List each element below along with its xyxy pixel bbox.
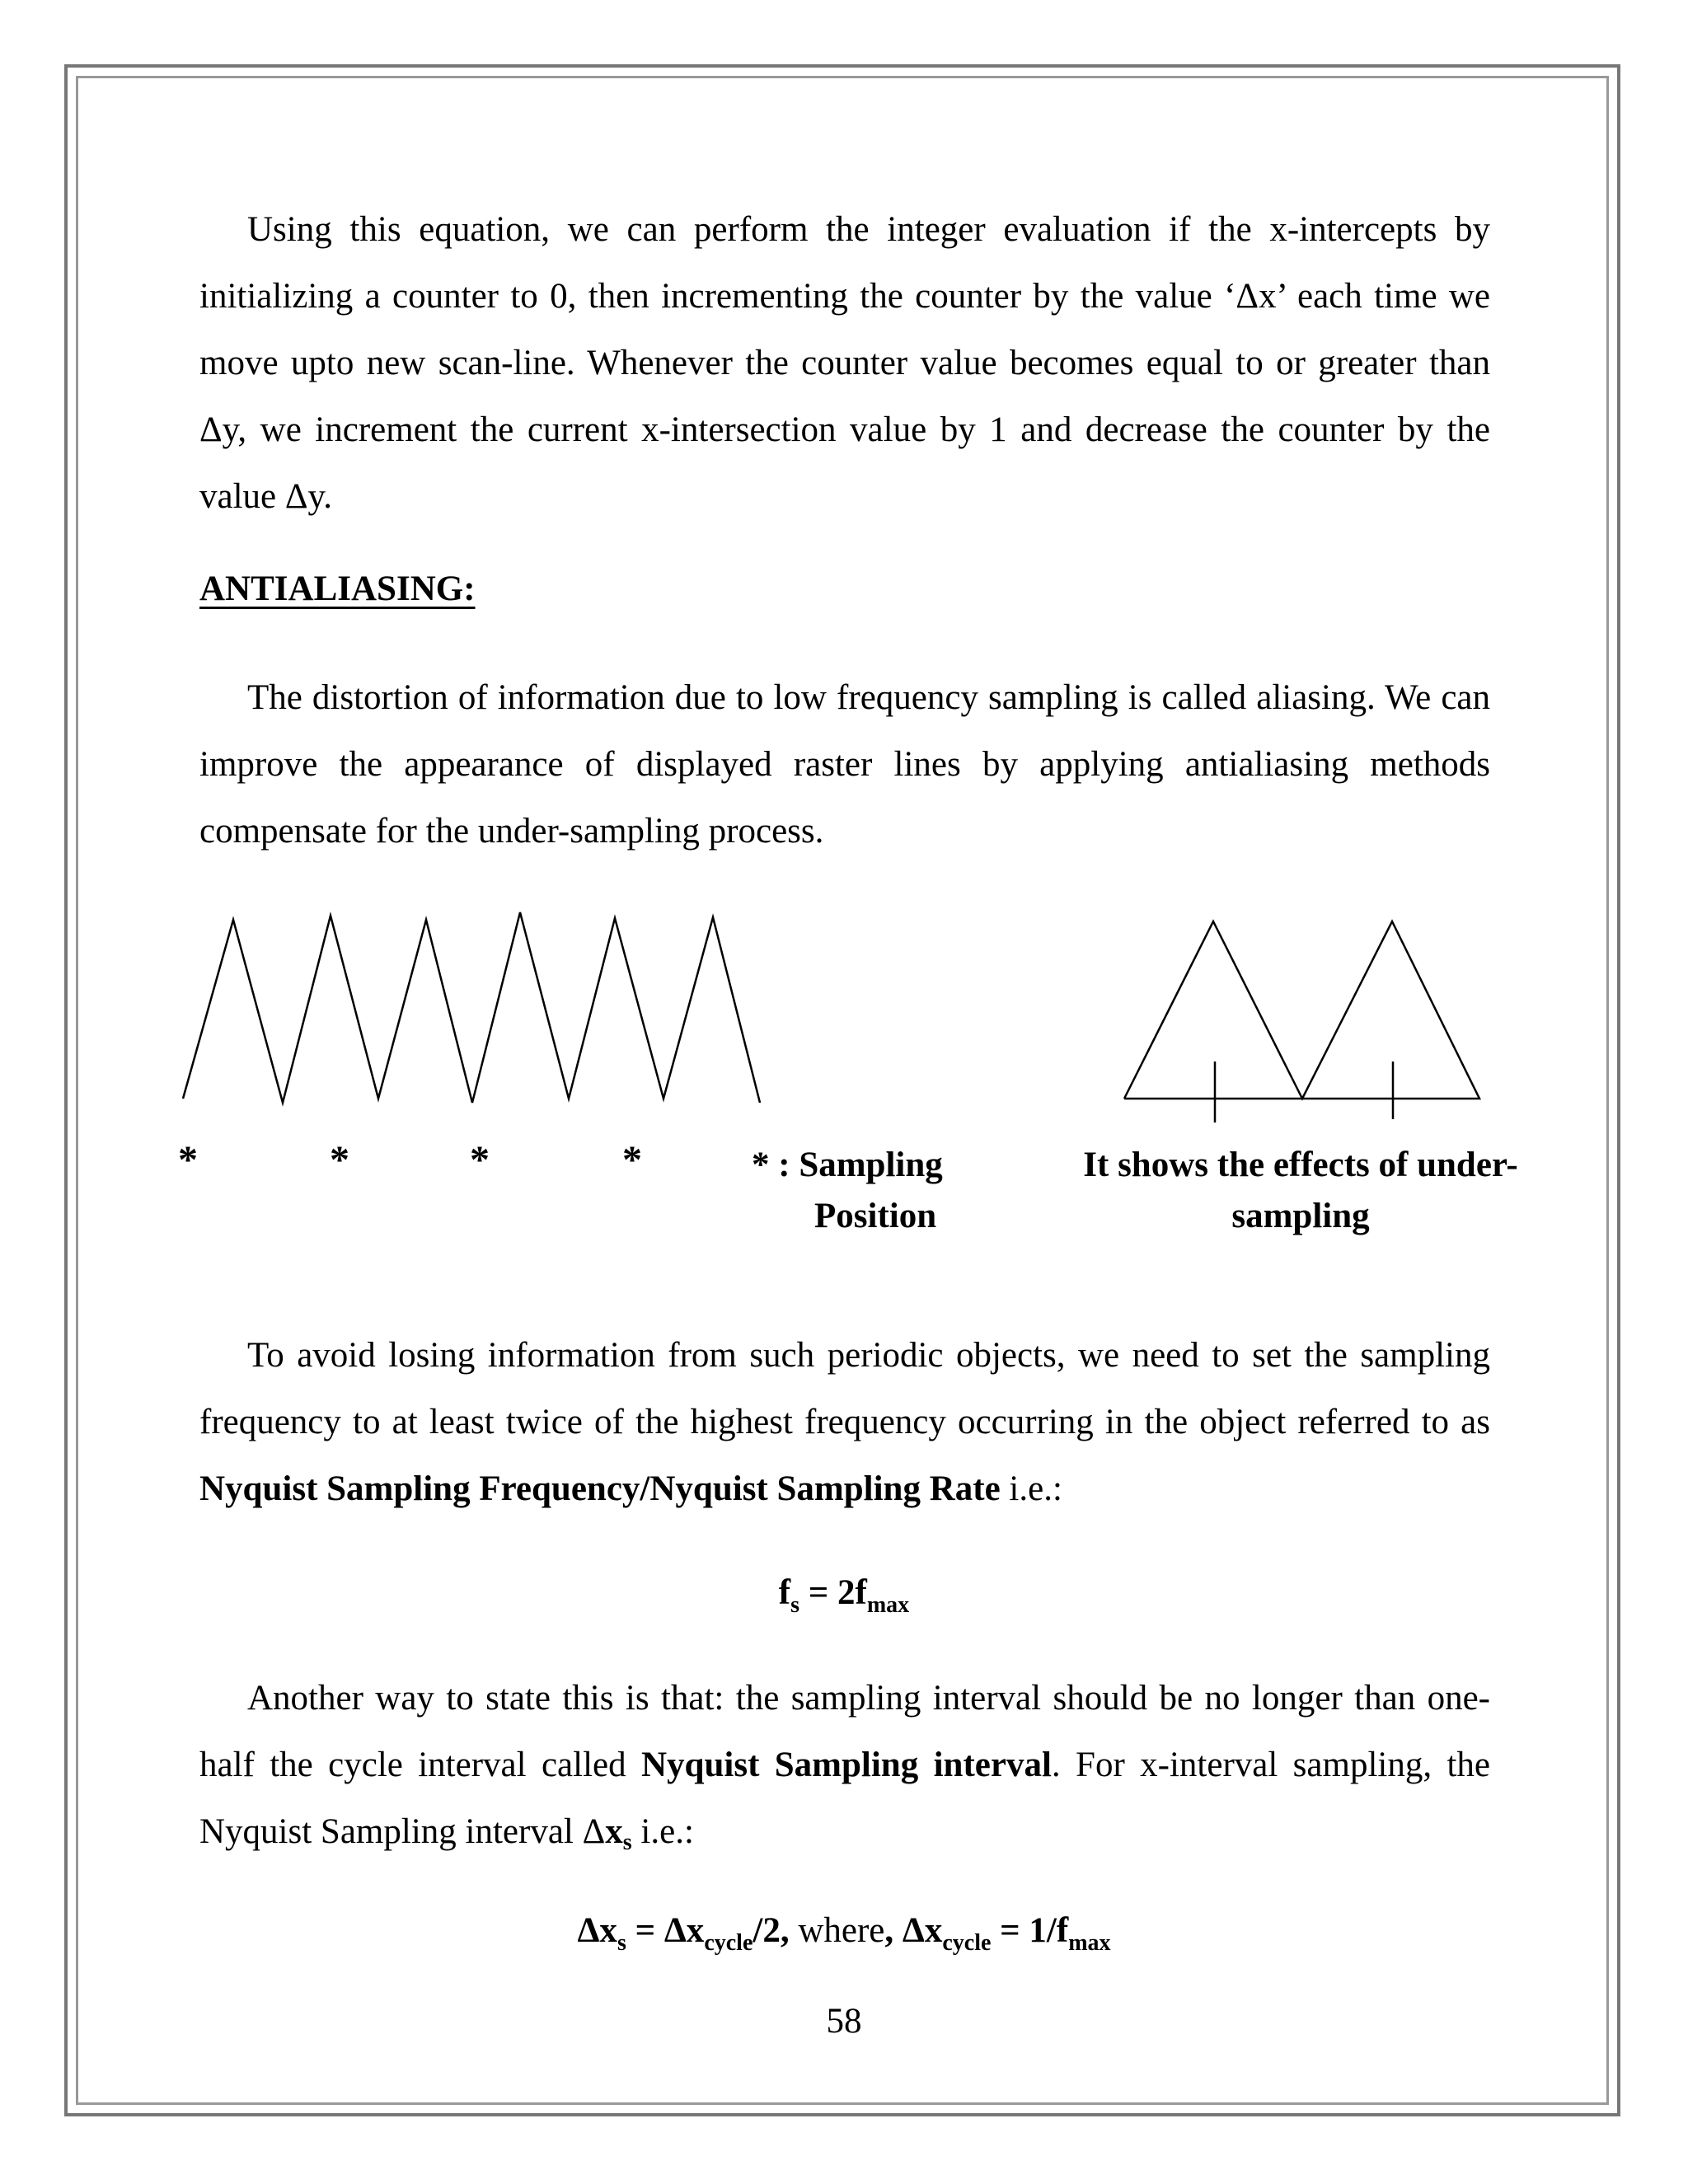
paragraph-aliasing-definition: The distortion of information due to low frequency sampling is called aliasing. We can improve the appearance of displayed raster lines by applying antialiasing methods compensate for the under-sampling process. [199,678,1490,851]
paragraph-nyquist-interval [199,1665,1490,1876]
nyquist-rate-term: Nyquist Sampling Frequency/Nyquist Sampling Rate [199,1469,1001,1508]
equation-term: = Δx [626,1911,705,1950]
equation-term: = 2f [799,1573,867,1612]
paragraph-text: i.e.: [1009,1469,1062,1508]
high-frequency-zigzag [183,912,760,1103]
sampling-position-marker: * [622,1138,642,1182]
interval-subscript: s [622,1830,632,1855]
sampling-position-marker: * [470,1138,490,1182]
paragraph-text: . For x-interval sampling, the Nyquist Sampling interval Δ [199,1746,1491,1851]
equation-subscript: max [1068,1930,1111,1956]
paragraph-integer-evaluation: Using this equation, we can perform the integer evaluation if the x-intercepts by initializing a counter to 0, then incrementing the counter by the value ‘Δx’ each time we move upto new scan-line. Whenever the counter value becomes equal to or greater than Δy, we increment the current x-intersection value by 1 and decrease the counter by the value Δy. [199,210,1490,516]
equation-term: /2, [753,1911,790,1950]
paragraph-text: i.e.: [631,1812,694,1851]
equation-term: = 1/f [991,1911,1069,1950]
sampling-legend [752,1140,1065,1242]
equation-subscript: cycle [704,1930,753,1956]
equation-term: Δx [577,1911,617,1950]
paragraph-nyquist-frequency [199,1322,1490,1522]
equation-term: , Δx [884,1911,943,1950]
paragraph-text: To avoid losing information from such periodic objects, we need to set the sampling frequency to at least twice of the highest frequency occurring in the object referred to as [199,1336,1490,1441]
figure-caption-line2: sampling [1231,1197,1370,1235]
equation-subscript: max [866,1592,910,1618]
sampling-legend-line2: Position [814,1197,937,1235]
sampling-position-marker: * [330,1138,349,1182]
section-heading-antialiasing: ANTIALIASING: [199,569,476,608]
interval-variable: x [605,1812,623,1851]
equation-word: where [789,1911,885,1950]
equation-subscript: cycle [942,1930,992,1956]
sampling-position-marker: * [178,1138,198,1182]
page-number: 58 [826,2002,862,2041]
equation-subscript: s [617,1930,626,1956]
equation-subscript: s [790,1592,800,1618]
equation-term: f [778,1573,791,1612]
nyquist-interval-term: Nyquist Sampling interval [641,1746,1052,1784]
equation-nyquist-interval [0,1910,1688,1957]
sampling-legend-line1: * : Sampling [752,1146,943,1184]
under-sampled-triangles [1124,921,1479,1099]
paragraph-text: Another way to state this is that: the sampling interval should be no longer than one-half the cycle interval called [199,1679,1490,1784]
equation-sampling-frequency [0,1572,1688,1619]
figure-caption [1045,1140,1556,1242]
figure-caption-line1: It shows the effects of under- [1083,1146,1518,1184]
